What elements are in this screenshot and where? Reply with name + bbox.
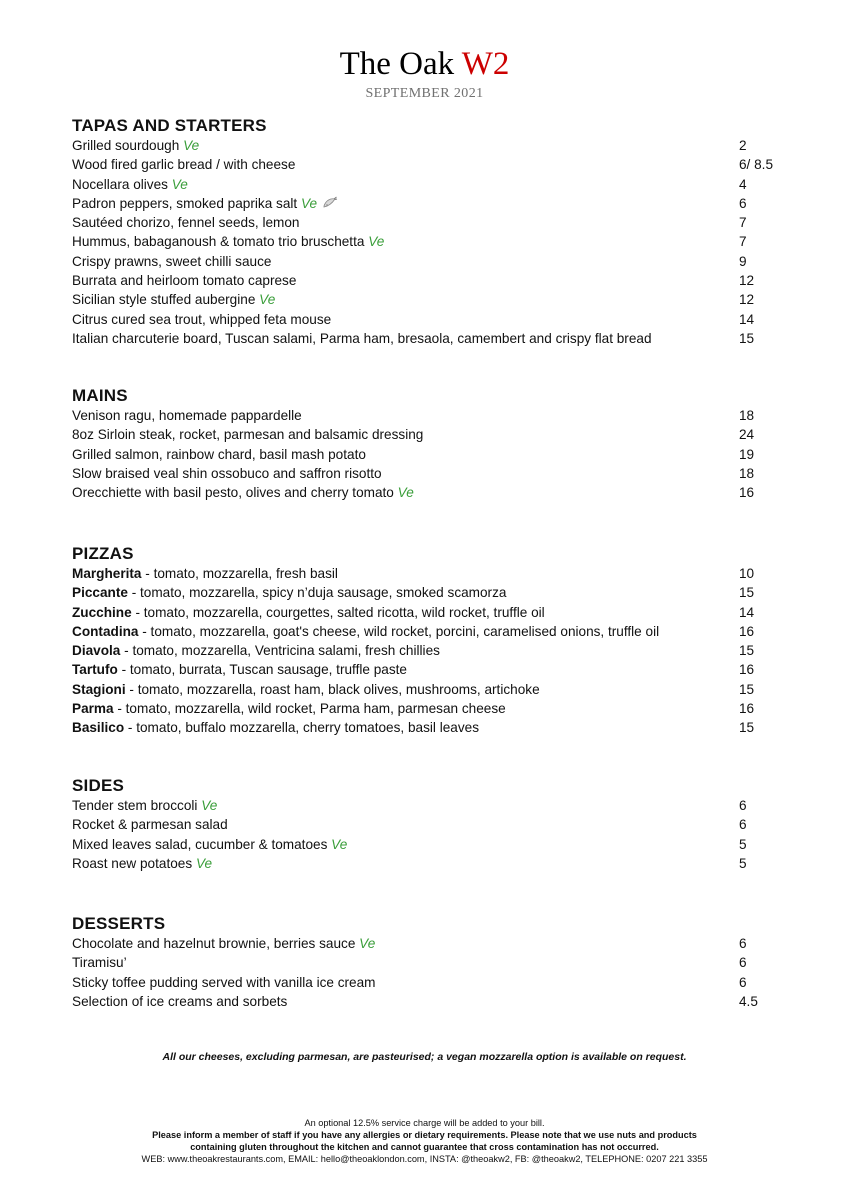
section-heading: MAINS — [72, 386, 128, 405]
item-name: Mixed leaves salad, cucumber & tomatoes — [72, 836, 328, 852]
item-name: Nocellara olives — [72, 176, 168, 192]
item-name: Rocket & parmesan salad — [72, 817, 228, 833]
pizza-description: - tomato, burrata, Tuscan sausage, truffle paste — [117, 662, 407, 678]
vegan-tag: Ve — [397, 485, 414, 501]
item-price: 15 — [739, 643, 755, 659]
item-price: 2 — [739, 138, 747, 153]
menu-item — [72, 680, 772, 699]
item-price: 19 — [739, 446, 755, 462]
item-price: 12 — [739, 292, 755, 308]
section-heading: DESSERTS — [72, 914, 166, 933]
item-price: 6 — [739, 195, 747, 211]
section-mains — [72, 386, 772, 502]
vegan-tag: Ve — [359, 936, 376, 951]
item-price: 14 — [739, 604, 755, 620]
item-price: 6 — [739, 798, 747, 813]
allergy-note-line-1: Please inform a member of staff if you have any allergies or dietary requirements. Please note that we use nuts and products — [152, 1130, 697, 1140]
item-price: 16 — [739, 701, 755, 717]
item-name: 8oz Sirloin steak, rocket, parmesan and balsamic dressing — [72, 427, 424, 443]
pizza-description: - tomato, mozzarella, wild rocket, Parma ham, parmesan cheese — [113, 701, 506, 717]
menu-item — [72, 425, 772, 444]
menu-item — [72, 796, 772, 815]
item-price: 16 — [739, 623, 755, 639]
item-price: 6/ 8.5 — [739, 157, 774, 173]
item-price: 4.5 — [739, 993, 758, 1009]
pizza-description: - tomato, mozzarella, Ventricina salami, fresh chillies — [120, 643, 440, 659]
restaurant-title — [0, 44, 849, 84]
menu-item — [72, 445, 772, 464]
menu-item — [72, 406, 772, 425]
pizza-name: Parma — [72, 701, 114, 717]
menu-item — [72, 815, 772, 834]
item-price: 4 — [739, 176, 747, 192]
item-price: 15 — [739, 681, 755, 697]
item-price: 7 — [739, 234, 747, 250]
item-name: Wood fired garlic bread / with cheese — [72, 157, 296, 173]
menu-item — [72, 310, 772, 329]
menu-item — [72, 329, 772, 348]
section-heading: PIZZAS — [72, 544, 134, 563]
item-price: 6 — [739, 955, 747, 971]
item-price: 7 — [739, 215, 747, 231]
menu-item — [72, 854, 772, 873]
menu-item — [72, 564, 772, 583]
item-name: Crispy prawns, sweet chilli sauce — [72, 253, 272, 269]
menu-item — [72, 194, 772, 213]
item-name: Sicilian style stuffed aubergine — [72, 292, 256, 308]
restaurant-location: W2 — [461, 46, 510, 82]
item-price: 9 — [739, 253, 747, 269]
vegan-tag: Ve — [331, 836, 348, 852]
menu-item — [72, 155, 772, 174]
vegan-tag: Ve — [368, 234, 385, 250]
pizza-name: Margherita — [72, 566, 142, 581]
item-name: Selection of ice creams and sorbets — [72, 993, 288, 1009]
vegan-tag: Ve — [259, 292, 276, 308]
menu-header — [0, 44, 849, 102]
pizza-name: Tartufo — [72, 662, 118, 678]
menu-footer — [0, 1117, 849, 1165]
item-price: 6 — [739, 817, 747, 833]
section-tapas-and-starters — [72, 116, 772, 348]
item-name: Grilled sourdough — [72, 138, 180, 153]
vegan-tag: Ve — [171, 176, 188, 192]
section-heading: SIDES — [72, 776, 125, 795]
menu-item — [72, 232, 772, 251]
item-name: Italian charcuterie board, Tuscan salami, Parma ham, bresaola, camembert and crispy flat bread — [72, 330, 652, 346]
item-name: Orecchiette with basil pesto, olives and cherry tomato — [72, 485, 394, 501]
item-name: Burrata and heirloom tomato caprese — [72, 273, 297, 289]
menu-item — [72, 271, 772, 290]
menu-item — [72, 603, 772, 622]
menu-item — [72, 290, 772, 309]
item-price: 24 — [739, 427, 755, 443]
pizza-name: Basilico — [72, 720, 125, 736]
menu-item — [72, 483, 772, 502]
item-name: Sautéed chorizo, fennel seeds, lemon — [72, 215, 300, 231]
menu-item — [72, 583, 772, 602]
pizza-name: Zucchine — [72, 604, 132, 620]
item-name: Citrus cured sea trout, whipped feta mouse — [72, 311, 332, 327]
vegan-tag: Ve — [300, 195, 318, 211]
pizza-description: - tomato, mozzarella, fresh basil — [141, 566, 338, 581]
menu-item — [72, 973, 772, 992]
item-price: 18 — [739, 408, 755, 423]
pizza-description: - tomato, mozzarella, spicy n’duja sausage, smoked scamorza — [127, 585, 507, 601]
chilli-icon — [321, 196, 338, 210]
menu-item — [72, 934, 772, 953]
item-name: Hummus, babaganoush & tomato trio bruschetta — [72, 234, 365, 250]
item-price: 15 — [739, 720, 755, 736]
item-price: 5 — [739, 855, 747, 871]
pizza-description: - tomato, mozzarella, roast ham, black olives, mushrooms, artichoke — [125, 681, 540, 697]
service-charge-note: An optional 12.5% service charge will be added to your bill. — [304, 1118, 545, 1128]
menu-item — [72, 660, 772, 679]
pizza-name: Stagioni — [72, 681, 126, 697]
pizza-description: - tomato, mozzarella, goat's cheese, wild rocket, porcini, caramelised onions, truffle oil — [138, 623, 660, 639]
item-price: 16 — [739, 485, 755, 501]
item-name: Grilled salmon, rainbow chard, basil mash potato — [72, 446, 366, 462]
item-name: Chocolate and hazelnut brownie, berries sauce — [72, 936, 356, 951]
section-heading: TAPAS AND STARTERS — [72, 116, 267, 135]
item-name: Sticky toffee pudding served with vanilla ice cream — [72, 974, 376, 990]
item-name: Padron peppers, smoked paprika salt — [72, 195, 298, 211]
menu-item — [72, 622, 772, 641]
item-name: Slow braised veal shin ossobuco and saffron risotto — [72, 465, 382, 481]
pizza-description: - tomato, mozzarella, courgettes, salted ricotta, wild rocket, truffle oil — [131, 604, 545, 620]
section-pizzas — [72, 544, 772, 738]
pizza-name: Piccante — [72, 585, 128, 601]
cheese-note: All our cheeses, excluding parmesan, are pasteurised; a vegan mozzarella option is available on request. — [162, 1051, 687, 1063]
item-name: Tiramisu’ — [72, 955, 127, 971]
contact-info: WEB: www.theoakrestaurants.com, EMAIL: hello@theoaklondon.com, INSTA: @theoakw2, FB: @theoakw2, TELEPHONE: 0207 221 3355 — [141, 1154, 708, 1164]
menu-item — [72, 213, 772, 232]
menu-item — [72, 464, 772, 483]
menu-item — [72, 175, 772, 194]
pizza-description: - tomato, buffalo mozzarella, cherry tomatoes, basil leaves — [124, 720, 479, 736]
restaurant-name: The Oak — [339, 46, 455, 82]
item-price: 15 — [739, 585, 755, 601]
pizza-name: Contadina — [72, 623, 139, 639]
menu-item — [72, 136, 772, 155]
item-price: 12 — [739, 273, 755, 289]
vegan-tag: Ve — [195, 855, 213, 871]
menu-item — [72, 835, 772, 854]
menu-item — [72, 641, 772, 660]
item-price: 5 — [739, 836, 747, 852]
item-price: 18 — [739, 465, 755, 481]
item-price: 16 — [739, 662, 755, 678]
item-price: 6 — [739, 974, 747, 990]
item-price: 15 — [739, 330, 755, 346]
menu-item — [72, 992, 772, 1011]
vegan-tag: Ve — [201, 798, 218, 813]
item-name: Tender stem broccoli — [72, 798, 198, 813]
item-price: 10 — [739, 566, 755, 581]
allergy-note-line-2: containing gluten throughout the kitchen and cannot guarantee that cross contamination has not occurred. — [190, 1142, 659, 1152]
item-name: Roast new potatoes — [72, 855, 193, 871]
pizza-name: Diavola — [72, 643, 121, 659]
item-price: 6 — [739, 936, 747, 951]
menu-item — [72, 953, 772, 972]
item-name: Venison ragu, homemade pappardelle — [72, 408, 302, 423]
section-sides — [72, 776, 772, 873]
menu-item — [72, 718, 772, 737]
section-desserts — [72, 914, 772, 1011]
menu-date: SEPTEMBER 2021 — [365, 86, 484, 101]
vegan-tag: Ve — [183, 138, 200, 153]
menu-item — [72, 252, 772, 271]
menu-item — [72, 699, 772, 718]
item-price: 14 — [739, 311, 755, 327]
